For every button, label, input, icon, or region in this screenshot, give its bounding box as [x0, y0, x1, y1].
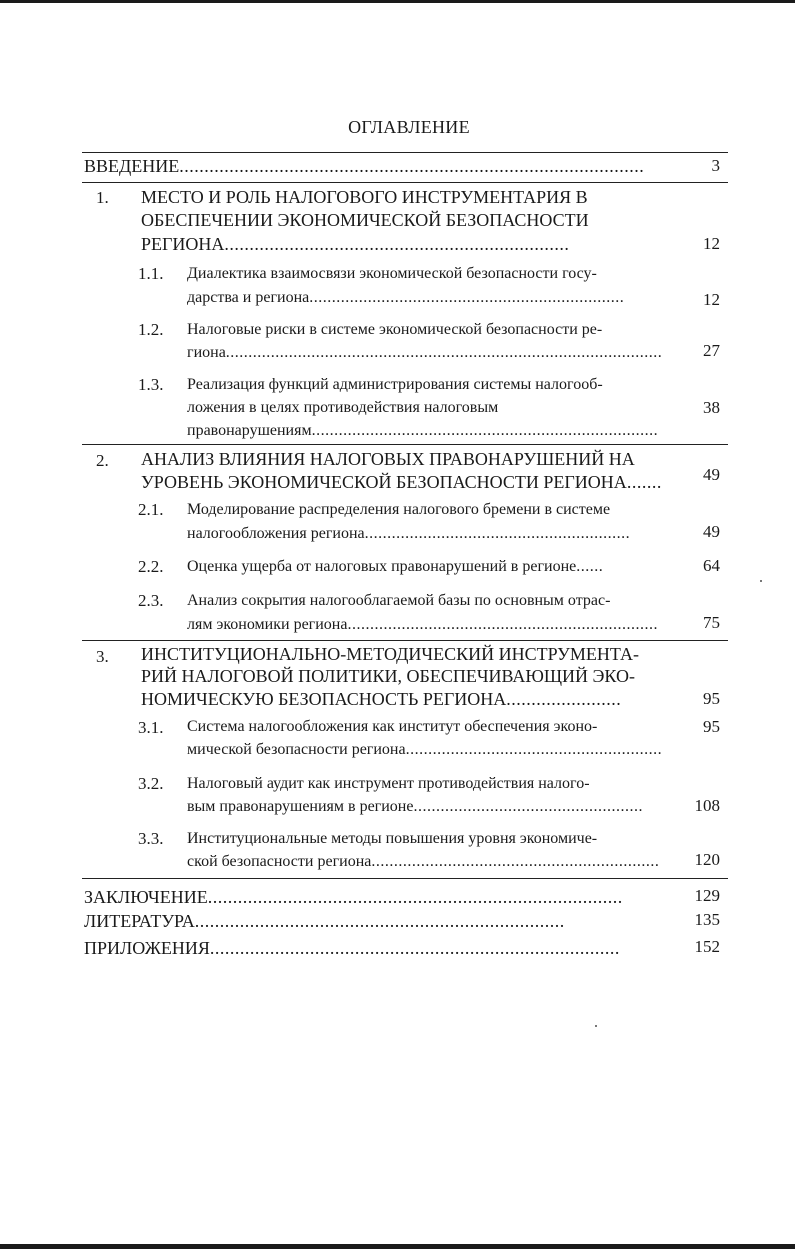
section-page: 49 — [703, 522, 720, 541]
rule — [82, 878, 728, 879]
chapter-page: 49 — [703, 465, 720, 484]
section-page: 108 — [694, 796, 720, 815]
scan-edge-top — [0, 0, 795, 3]
section-title-line: Институциональные методы повышения уровня экономиче- — [187, 830, 598, 847]
chapter-title-line: УРОВЕНЬ ЭКОНОМИЧЕСКОЙ БЕЗОПАСНОСТИ РЕГИОНА....... — [141, 472, 662, 492]
section-page: 95 — [703, 717, 720, 736]
section-number: 1.1. — [138, 264, 164, 283]
section-number: 1.3. — [138, 375, 164, 394]
section-title-line: дарства и региона...................................................................... — [187, 289, 625, 306]
toc-entry-label: ЛИТЕРАТУРА.......................................................................... — [84, 911, 565, 931]
chapter-number: 2. — [96, 451, 109, 470]
section-title-line: Реализация функций администрирования системы налогооб- — [187, 376, 603, 393]
section-title-line: Налоговый аудит как инструмент противодействия налого- — [187, 775, 590, 792]
top-rule — [82, 152, 728, 153]
toc-entry-page: 135 — [694, 910, 720, 929]
section-page: 38 — [703, 398, 720, 417]
section-title-line: лям экономики региона..................................................................... — [187, 616, 658, 633]
section-title-line: вым правонарушениям в регионе................................................... — [187, 798, 643, 815]
section-number: 2.3. — [138, 591, 164, 610]
chapter-title-line: ОБЕСПЕЧЕНИИ ЭКОНОМИЧЕСКОЙ БЕЗОПАСНОСТИ — [141, 210, 589, 230]
chapter-title-line: НОМИЧЕСКУЮ БЕЗОПАСНОСТЬ РЕГИОНА....................... — [141, 689, 622, 709]
section-number: 1.2. — [138, 320, 164, 339]
scan-edge-bottom — [0, 1244, 795, 1249]
section-title-line: мической безопасности региона......................................................... — [187, 741, 663, 758]
section-number: 3.1. — [138, 718, 164, 737]
chapter-title-line: РИЙ НАЛОГОВОЙ ПОЛИТИКИ, ОБЕСПЕЧИВАЮЩИЙ ЭКО- — [141, 666, 635, 686]
section-title-line: Оценка ущерба от налоговых правонарушений в регионе...... — [187, 558, 604, 575]
section-number: 2.2. — [138, 557, 164, 576]
chapter-title-line: МЕСТО И РОЛЬ НАЛОГОВОГО ИНСТРУМЕНТАРИЯ В — [141, 187, 588, 207]
section-title-line: Анализ сокрытия налогооблагаемой базы по основным отрас- — [187, 592, 611, 609]
rule — [82, 640, 728, 641]
section-page: 120 — [694, 850, 720, 869]
chapter-page: 12 — [703, 234, 720, 253]
toc-entry-page: 152 — [694, 937, 720, 956]
section-title-line: гиона................................................................................................. — [187, 344, 663, 361]
section-title-line: Система налогообложения как институт обеспечения эконо- — [187, 718, 598, 735]
scan-speck — [595, 1025, 597, 1027]
section-page: 75 — [703, 613, 720, 632]
section-number: 3.2. — [138, 774, 164, 793]
section-page: 27 — [703, 341, 720, 360]
section-page: 64 — [703, 556, 720, 575]
chapter-title-line: ИНСТИТУЦИОНАЛЬНО-МЕТОДИЧЕСКИЙ ИНСТРУМЕНТА- — [141, 644, 640, 664]
section-title-line: Диалектика взаимосвязи экономической безопасности госу- — [187, 265, 597, 282]
chapter-title-line: РЕГИОНА..................................................................... — [141, 234, 570, 254]
section-title-line: ской безопасности региона................................................................ — [187, 853, 660, 870]
rule — [82, 444, 728, 445]
chapter-title-line: АНАЛИЗ ВЛИЯНИЯ НАЛОГОВЫХ ПРАВОНАРУШЕНИЙ НА — [141, 449, 635, 469]
page-title: ОГЛАВЛЕНИЕ — [348, 117, 470, 137]
section-number: 2.1. — [138, 500, 164, 519]
section-title-line: ложения в целях противодействия налоговым — [187, 399, 499, 416]
section-title-line: Налоговые риски в системе экономической безопасности ре- — [187, 321, 603, 338]
chapter-page: 95 — [703, 689, 720, 708]
section-number: 3.3. — [138, 829, 164, 848]
toc-entry-page: 129 — [694, 886, 720, 905]
toc-entry-label: ПРИЛОЖЕНИЯ.................................................................................. — [84, 938, 620, 958]
section-page: 12 — [703, 290, 720, 309]
section-title-line: правонарушениям............................................................................. — [187, 422, 659, 439]
section-title-line: Моделирование распределения налогового бремени в системе — [187, 501, 611, 518]
rule — [82, 182, 728, 183]
chapter-number: 1. — [96, 188, 109, 207]
section-title-line: налогообложения региона........................................................... — [187, 525, 631, 542]
toc-entry-label: ЗАКЛЮЧЕНИЕ................................................................................... — [84, 887, 623, 907]
toc-entry-page: 3 — [711, 156, 720, 175]
scan-speck — [760, 580, 762, 582]
toc-entry-label: ВВЕДЕНИЕ............................................................................................. — [84, 156, 645, 176]
chapter-number: 3. — [96, 647, 109, 666]
